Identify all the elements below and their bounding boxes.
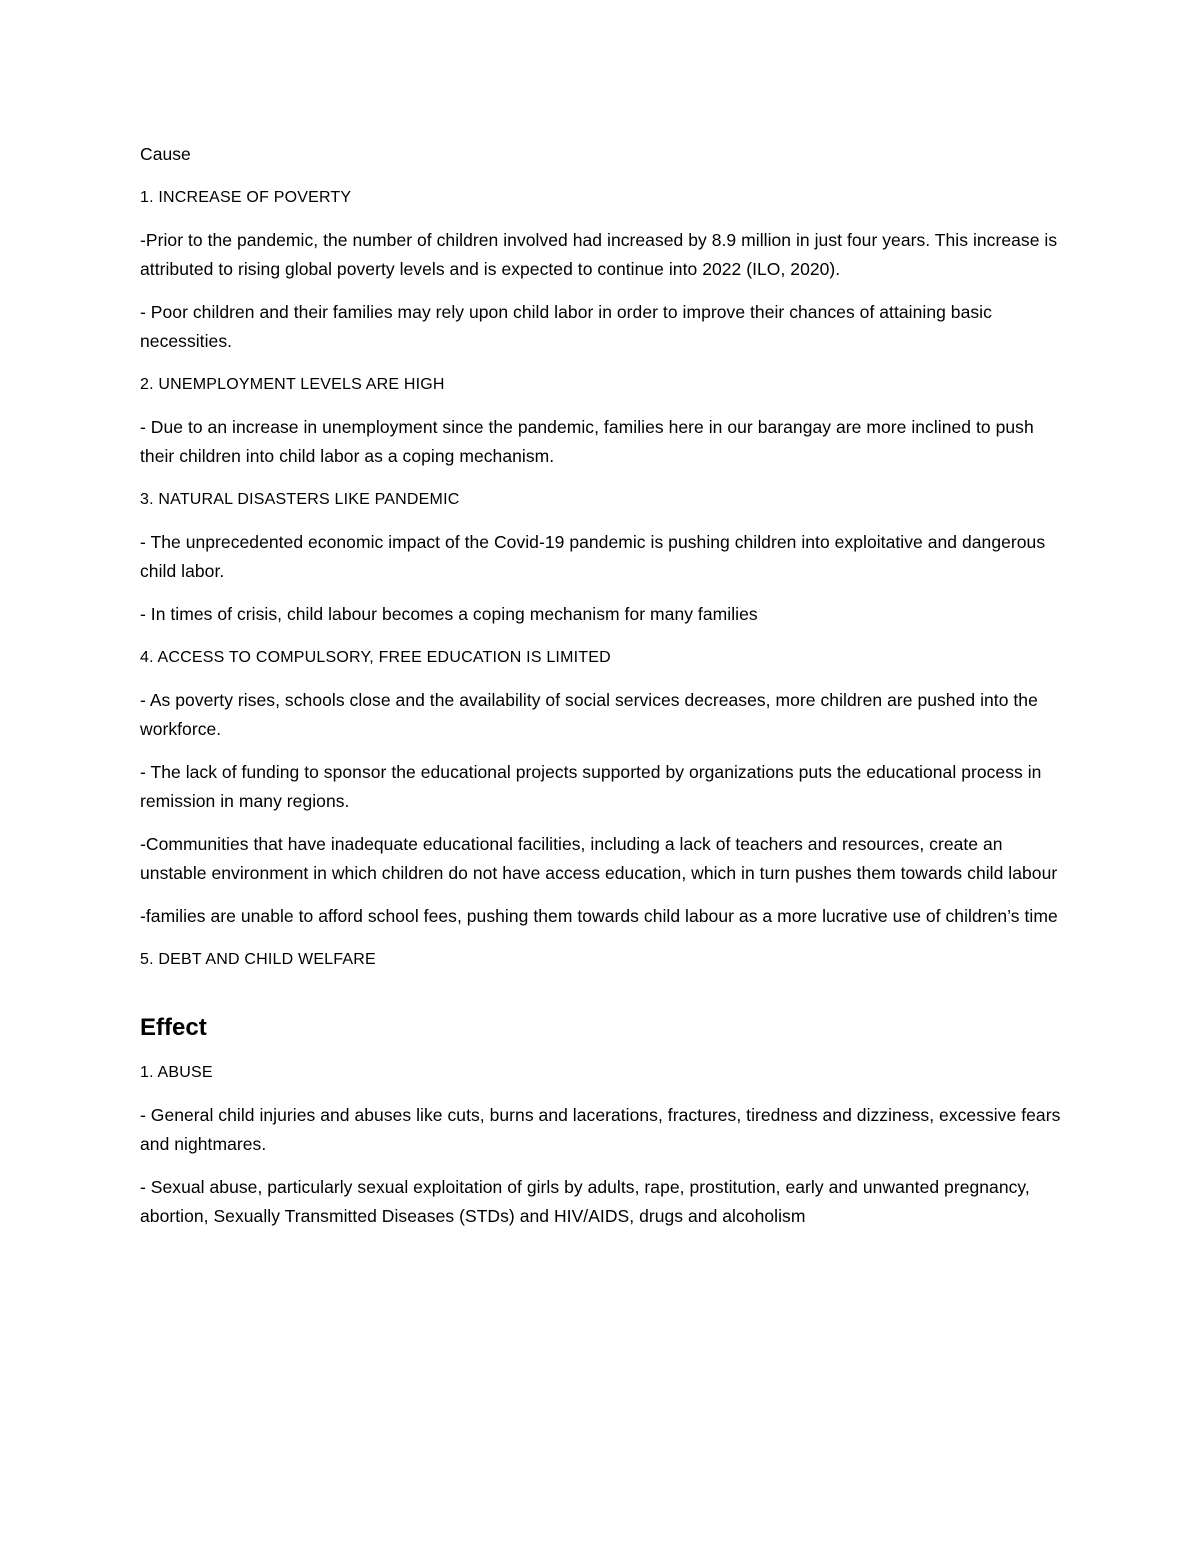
cause-item-3-title: 3. NATURAL DISASTERS LIKE PANDEMIC <box>140 491 460 508</box>
effect-heading: Effect <box>140 1014 207 1041</box>
cause-item-4-paragraph-2: - The lack of funding to sponsor the educational projects supported by organizations puts the educational process in remission in many regions. <box>140 762 1042 811</box>
effect-item-1-paragraph-1: - General child injuries and abuses like cuts, burns and lacerations, fractures, tiredness and dizziness, excessive fears and nightmares. <box>140 1105 1061 1154</box>
cause-heading: Cause <box>140 144 191 164</box>
cause-item-5-title: 5. DEBT AND CHILD WELFARE <box>140 951 376 968</box>
effect-item-1-title: 1. ABUSE <box>140 1064 213 1081</box>
cause-item-4-title: 4. ACCESS TO COMPULSORY, FREE EDUCATION IS LIMITED <box>140 649 611 666</box>
cause-item-2-title: 2. UNEMPLOYMENT LEVELS ARE HIGH <box>140 376 445 393</box>
cause-item-1-paragraph-1: -Prior to the pandemic, the number of children involved had increased by 8.9 million in just four years. This increase is attributed to rising global poverty levels and is expected to continue into 2022 (ILO, 2020). <box>140 230 1058 279</box>
effect-item-1-paragraph-2: - Sexual abuse, particularly sexual exploitation of girls by adults, rape, prostitution, early and unwanted pregnancy, abortion, Sexually Transmitted Diseases (STDs) and HIV/AIDS, drugs and alcoholism <box>140 1177 1030 1226</box>
cause-item-4-paragraph-4: -families are unable to afford school fees, pushing them towards child labour as a more lucrative use of children’s time <box>140 906 1058 926</box>
cause-item-1-paragraph-2: - Poor children and their families may rely upon child labor in order to improve their chances of attaining basic necessities. <box>140 302 992 351</box>
cause-item-3-paragraph-2: - In times of crisis, child labour becomes a coping mechanism for many families <box>140 604 758 624</box>
cause-item-4-paragraph-3: -Communities that have inadequate educational facilities, including a lack of teachers and resources, create an unstable environment in which children do not have access education, which in turn pushes them towards child labour <box>140 834 1058 883</box>
cause-item-4-paragraph-1: - As poverty rises, schools close and the availability of social services decreases, more children are pushed into the workforce. <box>140 690 1038 739</box>
cause-item-2-paragraph-1: - Due to an increase in unemployment since the pandemic, families here in our barangay are more inclined to push their children into child labor as a coping mechanism. <box>140 417 1034 466</box>
cause-item-3-paragraph-1: - The unprecedented economic impact of the Covid-19 pandemic is pushing children into exploitative and dangerous child labor. <box>140 532 1046 581</box>
document-page <box>140 140 1065 1245</box>
cause-item-1-title: 1. INCREASE OF POVERTY <box>140 189 352 206</box>
